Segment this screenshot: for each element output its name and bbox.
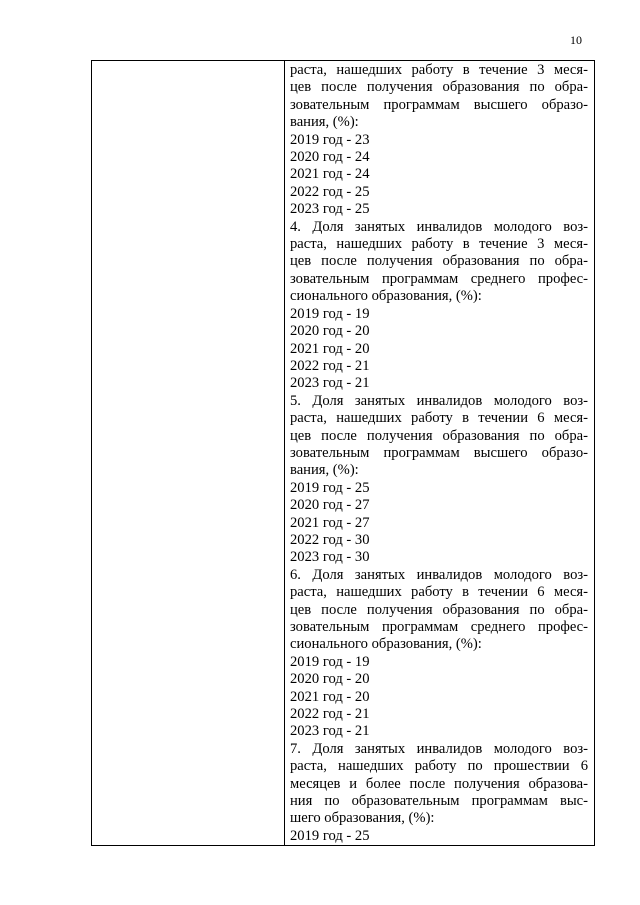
text-line: 2019 год - 19	[290, 653, 370, 670]
text-line: 4. Доля занятых инвалидов молодого воз-	[290, 218, 588, 235]
text-line: вания, (%):	[290, 114, 359, 131]
text-line: месяцев и более после получения образова-	[290, 775, 588, 792]
text-line: раста, нашедших работу в течение 3 меся-	[290, 236, 588, 253]
text-line: 2019 год - 19	[290, 305, 370, 322]
text-line: шего образования, (%):	[290, 810, 435, 827]
text-line: 2023 год - 21	[290, 375, 370, 392]
text-line: 2022 год - 21	[290, 706, 370, 723]
text-line: зовательным программам среднего профес-	[290, 619, 588, 635]
text-line: раста, нашедших работу в течении 6 меся-	[290, 584, 588, 601]
text-line: 2021 год - 20	[290, 688, 370, 705]
text-line: ния по образовательным программам выс-	[290, 793, 588, 810]
text-line: 2023 год - 30	[290, 549, 370, 566]
text-line: зовательным программам высшего образо-	[290, 96, 588, 113]
text-line: раста, нашедших работу по прошествии 6	[290, 758, 588, 775]
text-line: 2022 год - 30	[290, 531, 370, 548]
text-line: 2020 год - 20	[290, 671, 370, 688]
text-line: зовательным программам высшего образо-	[290, 444, 588, 461]
text-line: 2021 год - 24	[290, 166, 370, 183]
text-line: 2020 год - 24	[290, 149, 370, 166]
text-line: 5. Доля занятых инвалидов молодого воз-	[290, 392, 588, 409]
text-line: зовательным программам среднего профес-	[290, 270, 588, 287]
text-line: цев после получения образования по обра-	[290, 253, 588, 270]
text-line: сионального образования, (%):	[290, 636, 482, 653]
text-line: 2019 год - 25	[290, 827, 370, 844]
text-line: раста, нашедших работу в течение 3 меся-	[290, 62, 588, 78]
text-line: 2023 год - 21	[290, 723, 370, 740]
text-line: раста, нашедших работу в течении 6 меся-	[290, 410, 588, 427]
text-line: 2021 год - 20	[290, 340, 370, 357]
text-line: 2021 год - 27	[290, 514, 370, 531]
table-left-column	[92, 61, 285, 845]
document-table	[91, 60, 595, 846]
text-line: цев после получения образования по обра-	[290, 427, 588, 444]
text-line: 2022 год - 21	[290, 357, 370, 374]
text-line: 2020 год - 27	[290, 497, 370, 514]
table-right-column	[285, 61, 594, 845]
text-line: 7. Доля занятых инвалидов молодого воз-	[290, 740, 588, 757]
text-line: вания, (%):	[290, 462, 359, 479]
text-line: 6. Доля занятых инвалидов молодого воз-	[290, 566, 588, 583]
text-line: 2023 год - 25	[290, 201, 370, 218]
text-line: сионального образования, (%):	[290, 288, 482, 305]
text-line: цев после получения образования по обра-	[290, 79, 588, 96]
text-line: 2022 год - 25	[290, 183, 370, 200]
text-line: 2019 год - 25	[290, 479, 370, 496]
page-number: 10	[570, 33, 582, 47]
text-line: 2020 год - 20	[290, 323, 370, 340]
text-line: 2019 год - 23	[290, 131, 370, 148]
text-line: цев после получения образования по обра-	[290, 601, 588, 618]
